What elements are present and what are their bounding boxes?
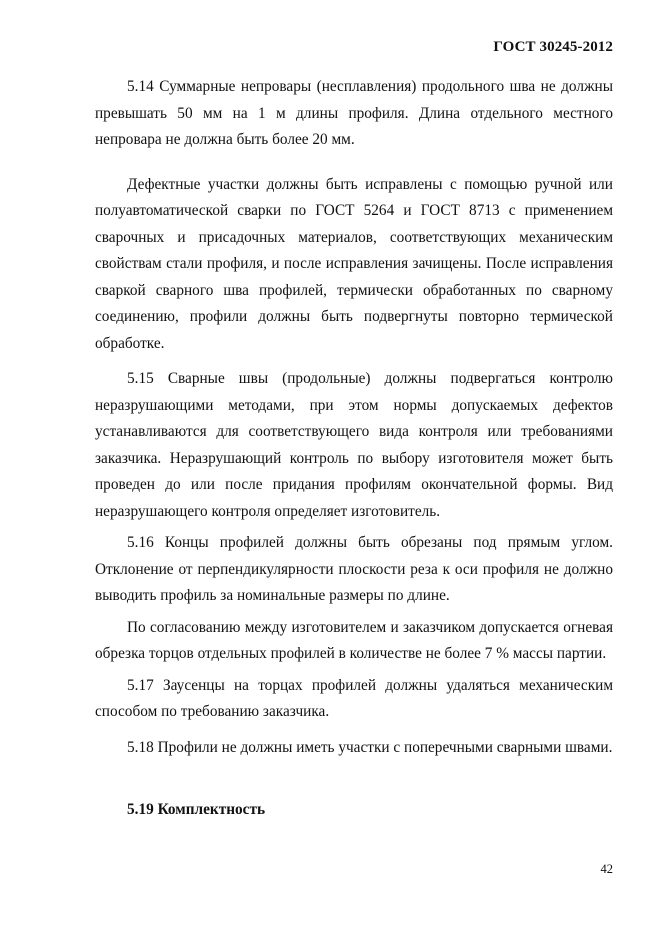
section-title-5-19: 5.19 Комплектность (127, 801, 266, 818)
paragraph-5-16: 5.16 Концы профилей должны быть обрезаны под прямым углом. Отклонение от перпендикулярности плоскости реза к оси профиля не должно выводить профиль за номинальные размеры по длине. (95, 534, 613, 604)
paragraph-5-17: 5.17 Заусенцы на торцах профилей должны удаляться механическим способом по требованию заказчика. (95, 676, 613, 720)
paragraph-defect-repair: Дефектные участки должны быть исправлены с помощью ручной или полуавтоматической сварки по ГОСТ 5264 и ГОСТ 8713 с применением сварочных и присадочных материалов, соответствующих механическим свойствам стали профиля, и после исправления зачищены. После исправления сваркой сварного шва профилей, термически обработанных по сварному соединению, профили должны быть подвергнуты повторно термической обработке. (95, 175, 613, 352)
document-body (95, 74, 613, 824)
standard-header: ГОСТ 30245-2012 (493, 39, 613, 55)
paragraph-5-15: 5.15 Сварные швы (продольные) должны подвергаться контролю неразрушающими методами, при этом нормы допускаемых дефектов устанавливаются для соответствующего вида контроля или требованиями заказчика. Неразрушающий контроль по выбору изготовителя может быть проведен до или после придания профилям окончательной формы. Вид неразрушающего контроля определяет изготовитель. (95, 370, 613, 520)
paragraph-5-14: 5.14 Суммарные непровары (несплавления) продольного шва не должны превышать 50 мм на 1 м длины профиля. Длина отдельного местного непровара не должна быть более 20 мм. (95, 78, 613, 148)
page-number: 42 (600, 862, 613, 876)
paragraph-fire-cutting: По согласованию между изготовителем и заказчиком допускается огневая обрезка торцов отдельных профилей в количестве не более 7 % массы партии. (95, 618, 613, 662)
paragraph-5-18: 5.18 Профили не должны иметь участки с поперечными сварными швами. (127, 738, 613, 756)
